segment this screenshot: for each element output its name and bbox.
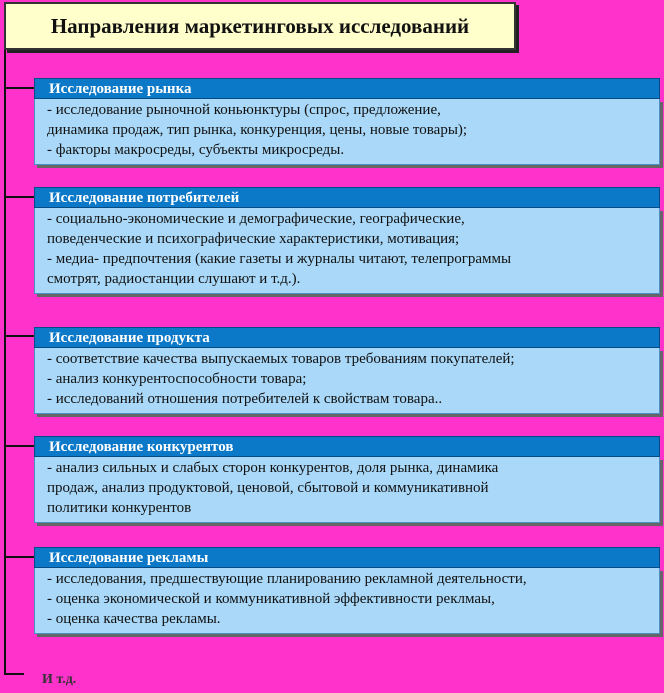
section-competitor-research bbox=[34, 436, 660, 523]
section-consumer-research bbox=[34, 187, 660, 294]
section-line: - анализ конкурентоспособности товара; bbox=[47, 371, 307, 387]
section-line: - анализ сильных и слабых сторон конкурентов, доля рынка, динамика bbox=[47, 460, 499, 476]
section-line: - оценка качества рекламы. bbox=[47, 611, 221, 627]
connector-branch-2 bbox=[4, 196, 34, 198]
section-line: - исследования, предшествующие планированию рекламной деятельности, bbox=[47, 571, 527, 587]
connector-branch-5 bbox=[4, 556, 34, 558]
section-line: смотрят, радиостанции слушают и т.д.). bbox=[47, 271, 301, 287]
section-line: - исследование рыночной коньюнктуры (спрос, предложение, bbox=[47, 102, 441, 118]
section-line: - соответствие качества выпускаемых товаров требованиям покупателей; bbox=[47, 351, 515, 367]
connector-vertical-line bbox=[4, 50, 6, 675]
section-heading: Исследование продукта bbox=[34, 327, 660, 348]
section-line: - факторы макросреды, субъекты микросреды. bbox=[47, 142, 345, 158]
section-heading: Исследование рекламы bbox=[34, 547, 660, 568]
connector-branch-3 bbox=[4, 335, 34, 337]
section-line: продаж, анализ продуктовой, ценовой, сбытовой и коммуникативной bbox=[47, 480, 489, 496]
section-line: - медиа- предпочтения (какие газеты и журналы читают, телепрограммы bbox=[47, 251, 512, 267]
diagram-title bbox=[4, 2, 516, 50]
section-line: политики конкурентов bbox=[47, 500, 192, 516]
connector-branch-1 bbox=[4, 87, 34, 89]
section-body bbox=[34, 568, 660, 634]
section-line: динамика продаж, тип рынка, конкуренция, цены, новые товары); bbox=[47, 122, 468, 138]
connector-branch-end bbox=[4, 673, 24, 675]
section-line: поведенческие и психографические характеристики, мотивация; bbox=[47, 231, 460, 247]
section-body bbox=[34, 457, 660, 523]
section-line: - исследований отношения потребителей к свойствам товара.. bbox=[47, 391, 443, 407]
etc-label: И т.д. bbox=[42, 672, 77, 687]
section-body bbox=[34, 99, 660, 165]
section-heading: Исследование конкурентов bbox=[34, 436, 660, 457]
diagram-title-text: Направления маркетинговых исследований bbox=[50, 13, 470, 38]
section-market-research bbox=[34, 78, 660, 165]
section-line: - оценка экономической и коммуникативной эффективности реклмаы, bbox=[47, 591, 495, 607]
section-heading: Исследование потребителей bbox=[34, 187, 660, 208]
section-line: - социально-экономические и демографические, географические, bbox=[47, 211, 465, 227]
connector-branch-4 bbox=[4, 445, 34, 447]
section-heading: Исследование рынка bbox=[34, 78, 660, 99]
section-product-research bbox=[34, 327, 660, 414]
section-body bbox=[34, 208, 660, 294]
section-body bbox=[34, 348, 660, 414]
section-advertising-research bbox=[34, 547, 660, 634]
